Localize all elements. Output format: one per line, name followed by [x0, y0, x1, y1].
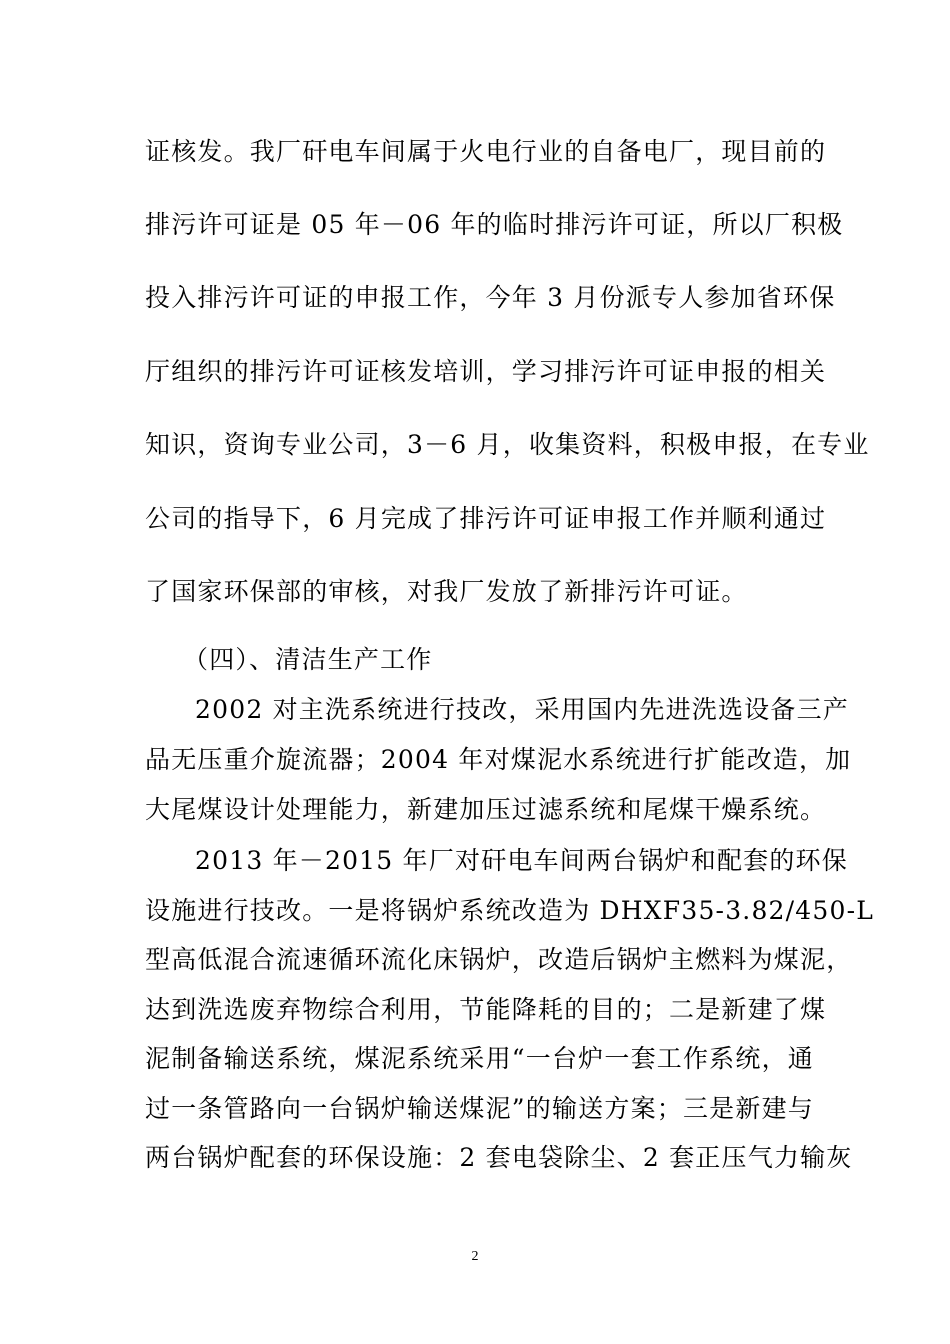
text-line: 品无压重介旋流器；2004 年对煤泥水系统进行扩能改造，加: [145, 745, 852, 774]
section-heading: （四）、清洁生产工作: [183, 645, 433, 674]
text-line: 公司的指导下，6 月完成了排污许可证申报工作并顺利通过: [145, 504, 827, 533]
text-line: 过一条管路向一台锅炉输送煤泥”的输送方案；三是新建与: [145, 1094, 814, 1123]
text-line: 泥制备输送系统，煤泥系统采用“一台炉一套工作系统，通: [145, 1044, 814, 1073]
text-line: 投入排污许可证的申报工作，今年 3 月份派专人参加省环保: [145, 283, 836, 312]
text-line: 知识，资询专业公司，3－6 月，收集资料，积极申报，在专业: [145, 430, 870, 459]
text-line: 证核发。我厂矸电车间属于火电行业的自备电厂，现目前的: [145, 137, 827, 166]
text-line: 设施进行技改。一是将锅炉系统改造为 DHXF35-3.82/450-L: [145, 896, 875, 925]
text-line: 大尾煤设计处理能力，新建加压过滤系统和尾煤干燥系统。: [145, 795, 827, 824]
page-number: 2: [471, 1249, 479, 1264]
text-line: 排污许可证是 05 年－06 年的临时排污许可证，所以厂积极: [145, 210, 844, 239]
text-line: 型高低混合流速循环流化床锅炉，改造后锅炉主燃料为煤泥，: [145, 945, 853, 974]
text-line: 厅组织的排污许可证核发培训，学习排污许可证申报的相关: [145, 357, 827, 386]
text-line: 两台锅炉配套的环保设施：2 套电袋除尘、2 套正压气力输灰: [145, 1143, 853, 1172]
text-line: 2013 年－2015 年厂对矸电车间两台锅炉和配套的环保: [195, 846, 848, 875]
text-line: 了国家环保部的审核，对我厂发放了新排污许可证。: [145, 577, 748, 606]
text-line: 达到洗选废弃物综合利用，节能降耗的目的；二是新建了煤: [145, 995, 827, 1024]
text-line: 2002 对主洗系统进行技改，采用国内先进洗选设备三产: [195, 695, 849, 724]
